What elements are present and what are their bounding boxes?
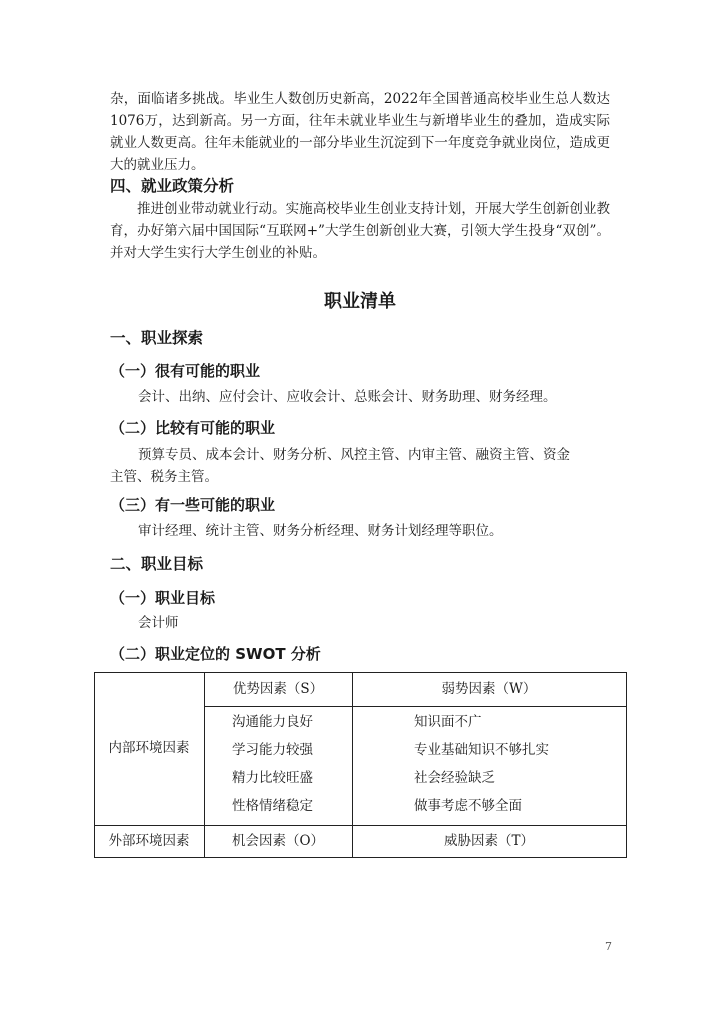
strength-item: 学习能力较强	[232, 742, 313, 758]
weakness-item: 做事考虑不够全面	[414, 798, 522, 814]
weakness-item: 专业基础知识不够扎实	[414, 742, 549, 758]
section-heading-exploration: 一、职业探索	[110, 329, 204, 347]
subheading-goal: （一）职业目标	[110, 589, 216, 607]
likely-careers: 会计、出纳、应付会计、应收会计、总账会计、财务助理、财务经理。	[138, 389, 557, 405]
strength-item: 沟通能力良好	[232, 714, 313, 730]
threats-header: 威胁因素（T）	[443, 833, 534, 849]
somewhat-likely-careers: 审计经理、统计主管、财务分析经理、财务计划经理等职位。	[138, 523, 503, 539]
internal-factors-label: 内部环境因素	[108, 740, 190, 756]
weaknesses-header: 弱势因素（W）	[441, 681, 537, 697]
strengths-header: 优势因素（S）	[232, 681, 324, 697]
strength-item: 精力比较旺盛	[232, 770, 313, 786]
intro-paragraph: 杂，面临诸多挑战。毕业生人数创历史新高，2022年全国普通高校毕业生总人数达1076万，达到新高。另一方面，往年未就业毕业生与新增毕业生的叠加，造成实际就业人数更高。往年未能就业的一部分毕业生沉淀到下一年度竞争就业岗位，造成更大的就业压力。	[110, 91, 610, 173]
subheading-somewhat-likely: （三）有一些可能的职业	[110, 496, 276, 514]
page-number: 7	[605, 940, 612, 953]
subheading-fairly-likely: （二）比较有可能的职业	[110, 419, 276, 437]
career-goal: 会计师	[138, 615, 179, 631]
opportunities-header: 机会因素（O）	[231, 833, 325, 849]
fairly-likely-careers-line1: 预算专员、成本会计、财务分析、风控主管、内审主管、融资主管、资金	[138, 447, 570, 463]
swot-table	[94, 672, 627, 858]
weakness-item: 知识面不广	[414, 714, 482, 730]
external-factors-label: 外部环境因素	[108, 833, 190, 849]
subheading-swot: （二）职业定位的 SWOT 分析	[110, 645, 321, 663]
section-heading-goals: 二、职业目标	[110, 555, 204, 573]
page-title: 职业清单	[324, 291, 396, 312]
weakness-item: 社会经验缺乏	[414, 770, 495, 786]
section-heading-policy: 四、就业政策分析	[110, 177, 235, 195]
policy-paragraph: 推进创业带动就业行动。实施高校毕业生创业支持计划，开展大学生创新创业教育，办好第六届中国国际“互联网+”大学生创新创业大赛，引领大学生投身“双创”。并对大学生实行大学生创业的补贴。	[110, 201, 610, 261]
strength-item: 性格情绪稳定	[232, 798, 313, 814]
fairly-likely-careers-line2: 主管、税务主管。	[110, 469, 218, 485]
subheading-likely: （一）很有可能的职业	[110, 362, 261, 380]
